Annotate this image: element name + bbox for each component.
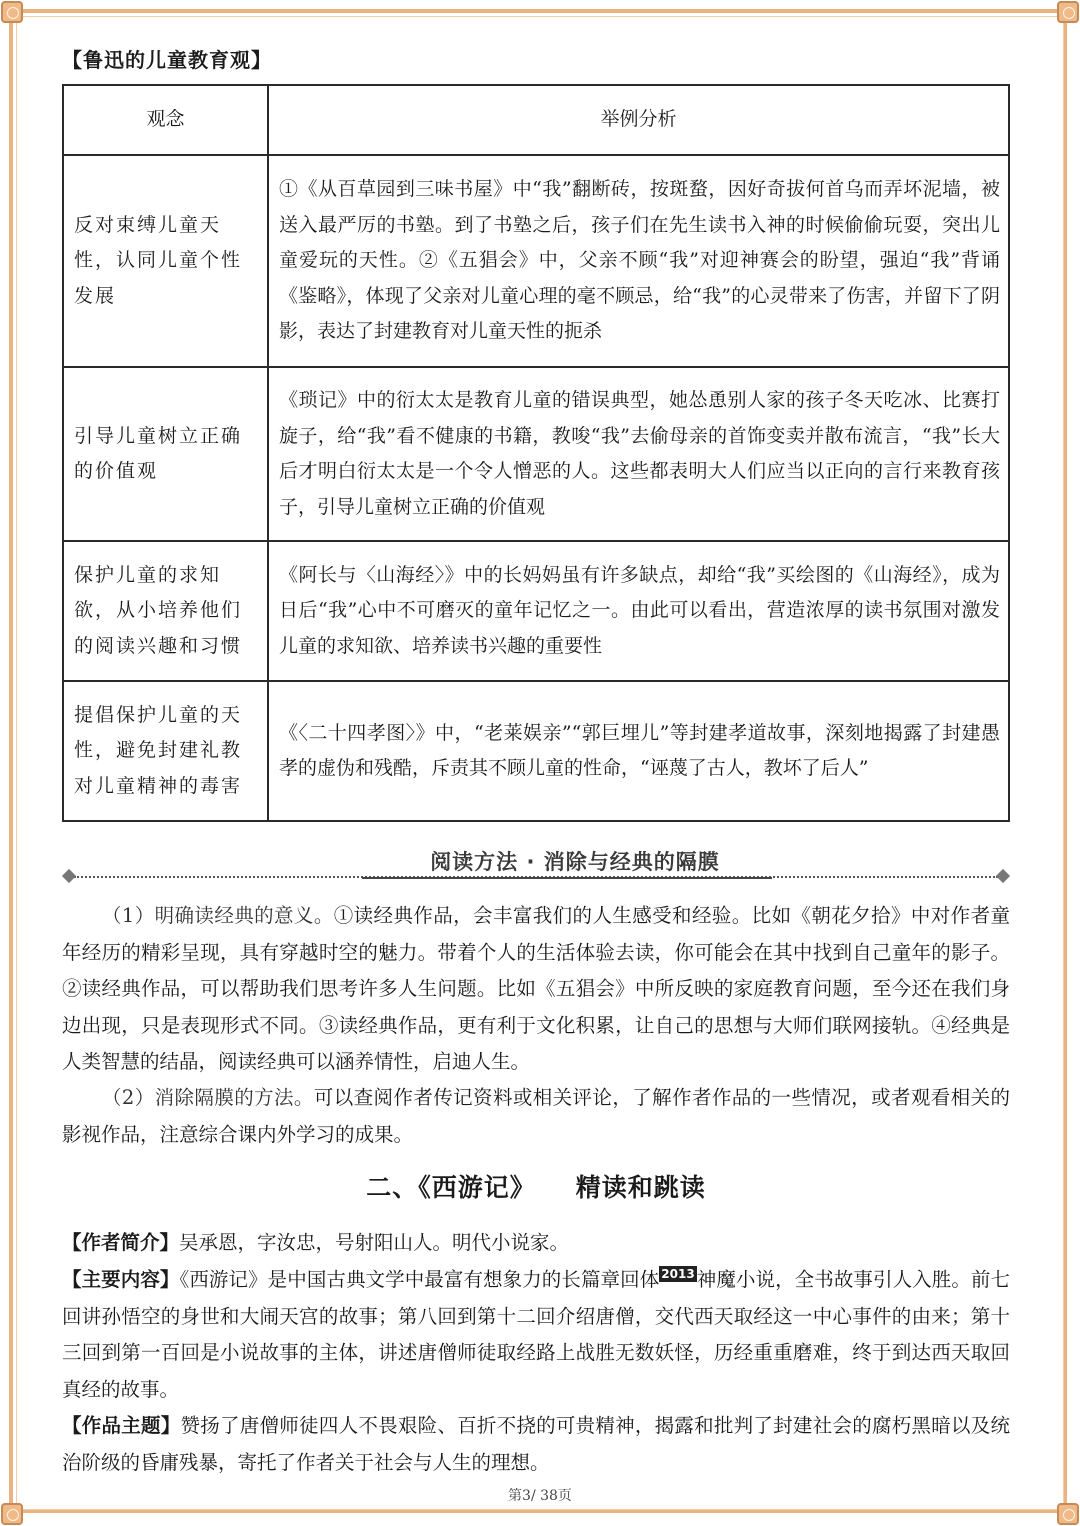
table-row bbox=[63, 367, 1009, 541]
idea-cell: 引导儿童树立正确的价值观 bbox=[63, 367, 268, 541]
reading-method-banner bbox=[62, 842, 1010, 888]
column-header-idea: 观念 bbox=[63, 85, 268, 155]
theme-text: 赞扬了唐僧师徒四人不畏艰险、百折不挠的可贵精神，揭露和批判了封建社会的腐朽黑暗以及统治阶级的昏庸残暴，寄托了作者关于社会与人生的理想。 bbox=[62, 1414, 1010, 1474]
work-theme bbox=[62, 1408, 1010, 1481]
column-header-example: 举例分析 bbox=[268, 85, 1009, 155]
chapter-title bbox=[62, 1168, 1010, 1204]
table-row bbox=[63, 155, 1009, 367]
table-header-row bbox=[63, 85, 1009, 155]
chapter-title-main: 二、《西游记》 bbox=[366, 1173, 536, 1202]
paragraph-lead: （2）消除隔膜的方法。 bbox=[102, 1086, 314, 1109]
paragraph-lead: （1）明确读经典的意义。 bbox=[102, 904, 334, 927]
author-text: 吴承恩，字汝忠，号射阳山人。明代小说家。 bbox=[179, 1231, 570, 1254]
example-cell: 《〈二十四孝图〉》中，“老莱娱亲”“郭巨埋儿”等封建孝道故事，深刻地揭露了封建愚孝的虚伪和残酷，斥责其不顾儿童的性命，“诬蔑了古人，教坏了后人” bbox=[268, 681, 1009, 821]
paragraph-body: 可以查阅作者传记资料或相关评论，了解作者作品的一些情况，或者观看相关的影视作品，注意综合课内外学习的成果。 bbox=[62, 1086, 1010, 1146]
reading-method-title: 阅读方法 · 消除与经典的隔膜 bbox=[430, 850, 720, 874]
example-cell: 《琐记》中的衍太太是教育儿童的错误典型，她怂恿别人家的孩子冬天吃冰、比赛打旋子，给“我”看不健康的书籍，教唆“我”去偷母亲的首饰变卖并散布流言，“我”长大后才明白衍太太是一个令人憎恶的人。这些都表明大人们应当以正向的言行来教育孩子，引导儿童树立正确的价值观 bbox=[268, 367, 1009, 541]
content-text-after: 神魔小说，全书故事引人入胜。前七回讲孙悟空的身世和大闹天宫的故事；第八回到第十二回介绍唐僧，交代西天取经这一中心事件的由来；第十三回到第一百回是小说故事的主体，讲述唐僧师徒取经路上战胜无数妖怪，历经重重磨难，终于到达西天取回真经的故事。 bbox=[62, 1268, 1010, 1401]
corner-ornament-icon bbox=[1057, 1, 1079, 23]
diamond-icon bbox=[996, 869, 1010, 883]
section-title: 【鲁迅的儿童教育观】 bbox=[62, 48, 272, 72]
diamond-icon bbox=[62, 869, 76, 883]
table-row bbox=[63, 681, 1009, 821]
theme-tag: 【作品主题】 bbox=[62, 1414, 181, 1437]
education-table bbox=[62, 84, 1010, 822]
idea-cell: 保护儿童的求知欲，从小培养他们的阅读兴趣和习惯 bbox=[63, 541, 268, 681]
author-intro bbox=[62, 1225, 1010, 1262]
example-cell: ①《从百草园到三味书屋》中“我”翻断砖，按斑蝥，因好奇拔何首乌而弄坏泥墙，被送入最严厉的书塾。到了书塾之后，孩子们在先生读书入神的时候偷偷玩耍，突出儿童爱玩的天性。②《五猖会》中，父亲不顾“我”对迎神赛会的盼望，强迫“我”背诵《鉴略》，体现了父亲对儿童心理的毫不顾忌，给“我”的心灵带来了伤害，并留下了阴影，表达了封建教育对儿童天性的扼杀 bbox=[268, 155, 1009, 367]
title-underline bbox=[362, 877, 772, 879]
author-tag: 【作者简介】 bbox=[62, 1231, 180, 1254]
paragraph-body: ①读经典作品，会丰富我们的人生感受和经验。比如《朝花夕拾》中对作者童年经历的精彩呈现，具有穿越时空的魅力。带着个人的生活体验去读，你可能会在其中找到自己童年的影子。②读经典作品，可以帮助我们思考许多人生问题。比如《五猖会》中所反映的家庭教育问题，至今还在我们身边出现，只是表现形式不同。③读经典作品，更有利于文化积累，让自己的思想与大师们联网接轨。④经典是人类智慧的结晶，阅读经典可以涵养情性，启迪人生。 bbox=[62, 904, 1010, 1073]
corner-ornament-icon bbox=[1057, 1503, 1079, 1525]
method-paragraph-1 bbox=[62, 898, 1010, 1081]
method-paragraph-2 bbox=[62, 1080, 1010, 1153]
table-row bbox=[63, 541, 1009, 681]
idea-cell: 提倡保护儿童的天性，避免封建礼教对儿童精神的毒害 bbox=[63, 681, 268, 821]
corner-ornament-icon bbox=[1, 1, 23, 23]
main-content bbox=[62, 1262, 1010, 1408]
content-tag: 【主要内容】 bbox=[62, 1268, 180, 1291]
corner-ornament-icon bbox=[1, 1503, 23, 1525]
example-cell: 《阿长与〈山海经〉》中的长妈妈虽有许多缺点，却给“我”买绘图的《山海经》，成为日后“我”心中不可磨灭的童年记忆之一。由此可以看出，营造浓厚的读书氛围对激发儿童的求知欲、培养读书兴趣的重要性 bbox=[268, 541, 1009, 681]
year-badge: 2013 bbox=[661, 1267, 695, 1281]
idea-cell: 反对束缚儿童天性，认同儿童个性发展 bbox=[63, 155, 268, 367]
content-text-before: 《西游记》是中国古典文学中最富有想象力的长篇章回体 bbox=[179, 1268, 660, 1291]
chapter-title-sub: 精读和跳读 bbox=[575, 1173, 706, 1202]
page-number: 第3/ 38页 bbox=[508, 1488, 572, 1504]
